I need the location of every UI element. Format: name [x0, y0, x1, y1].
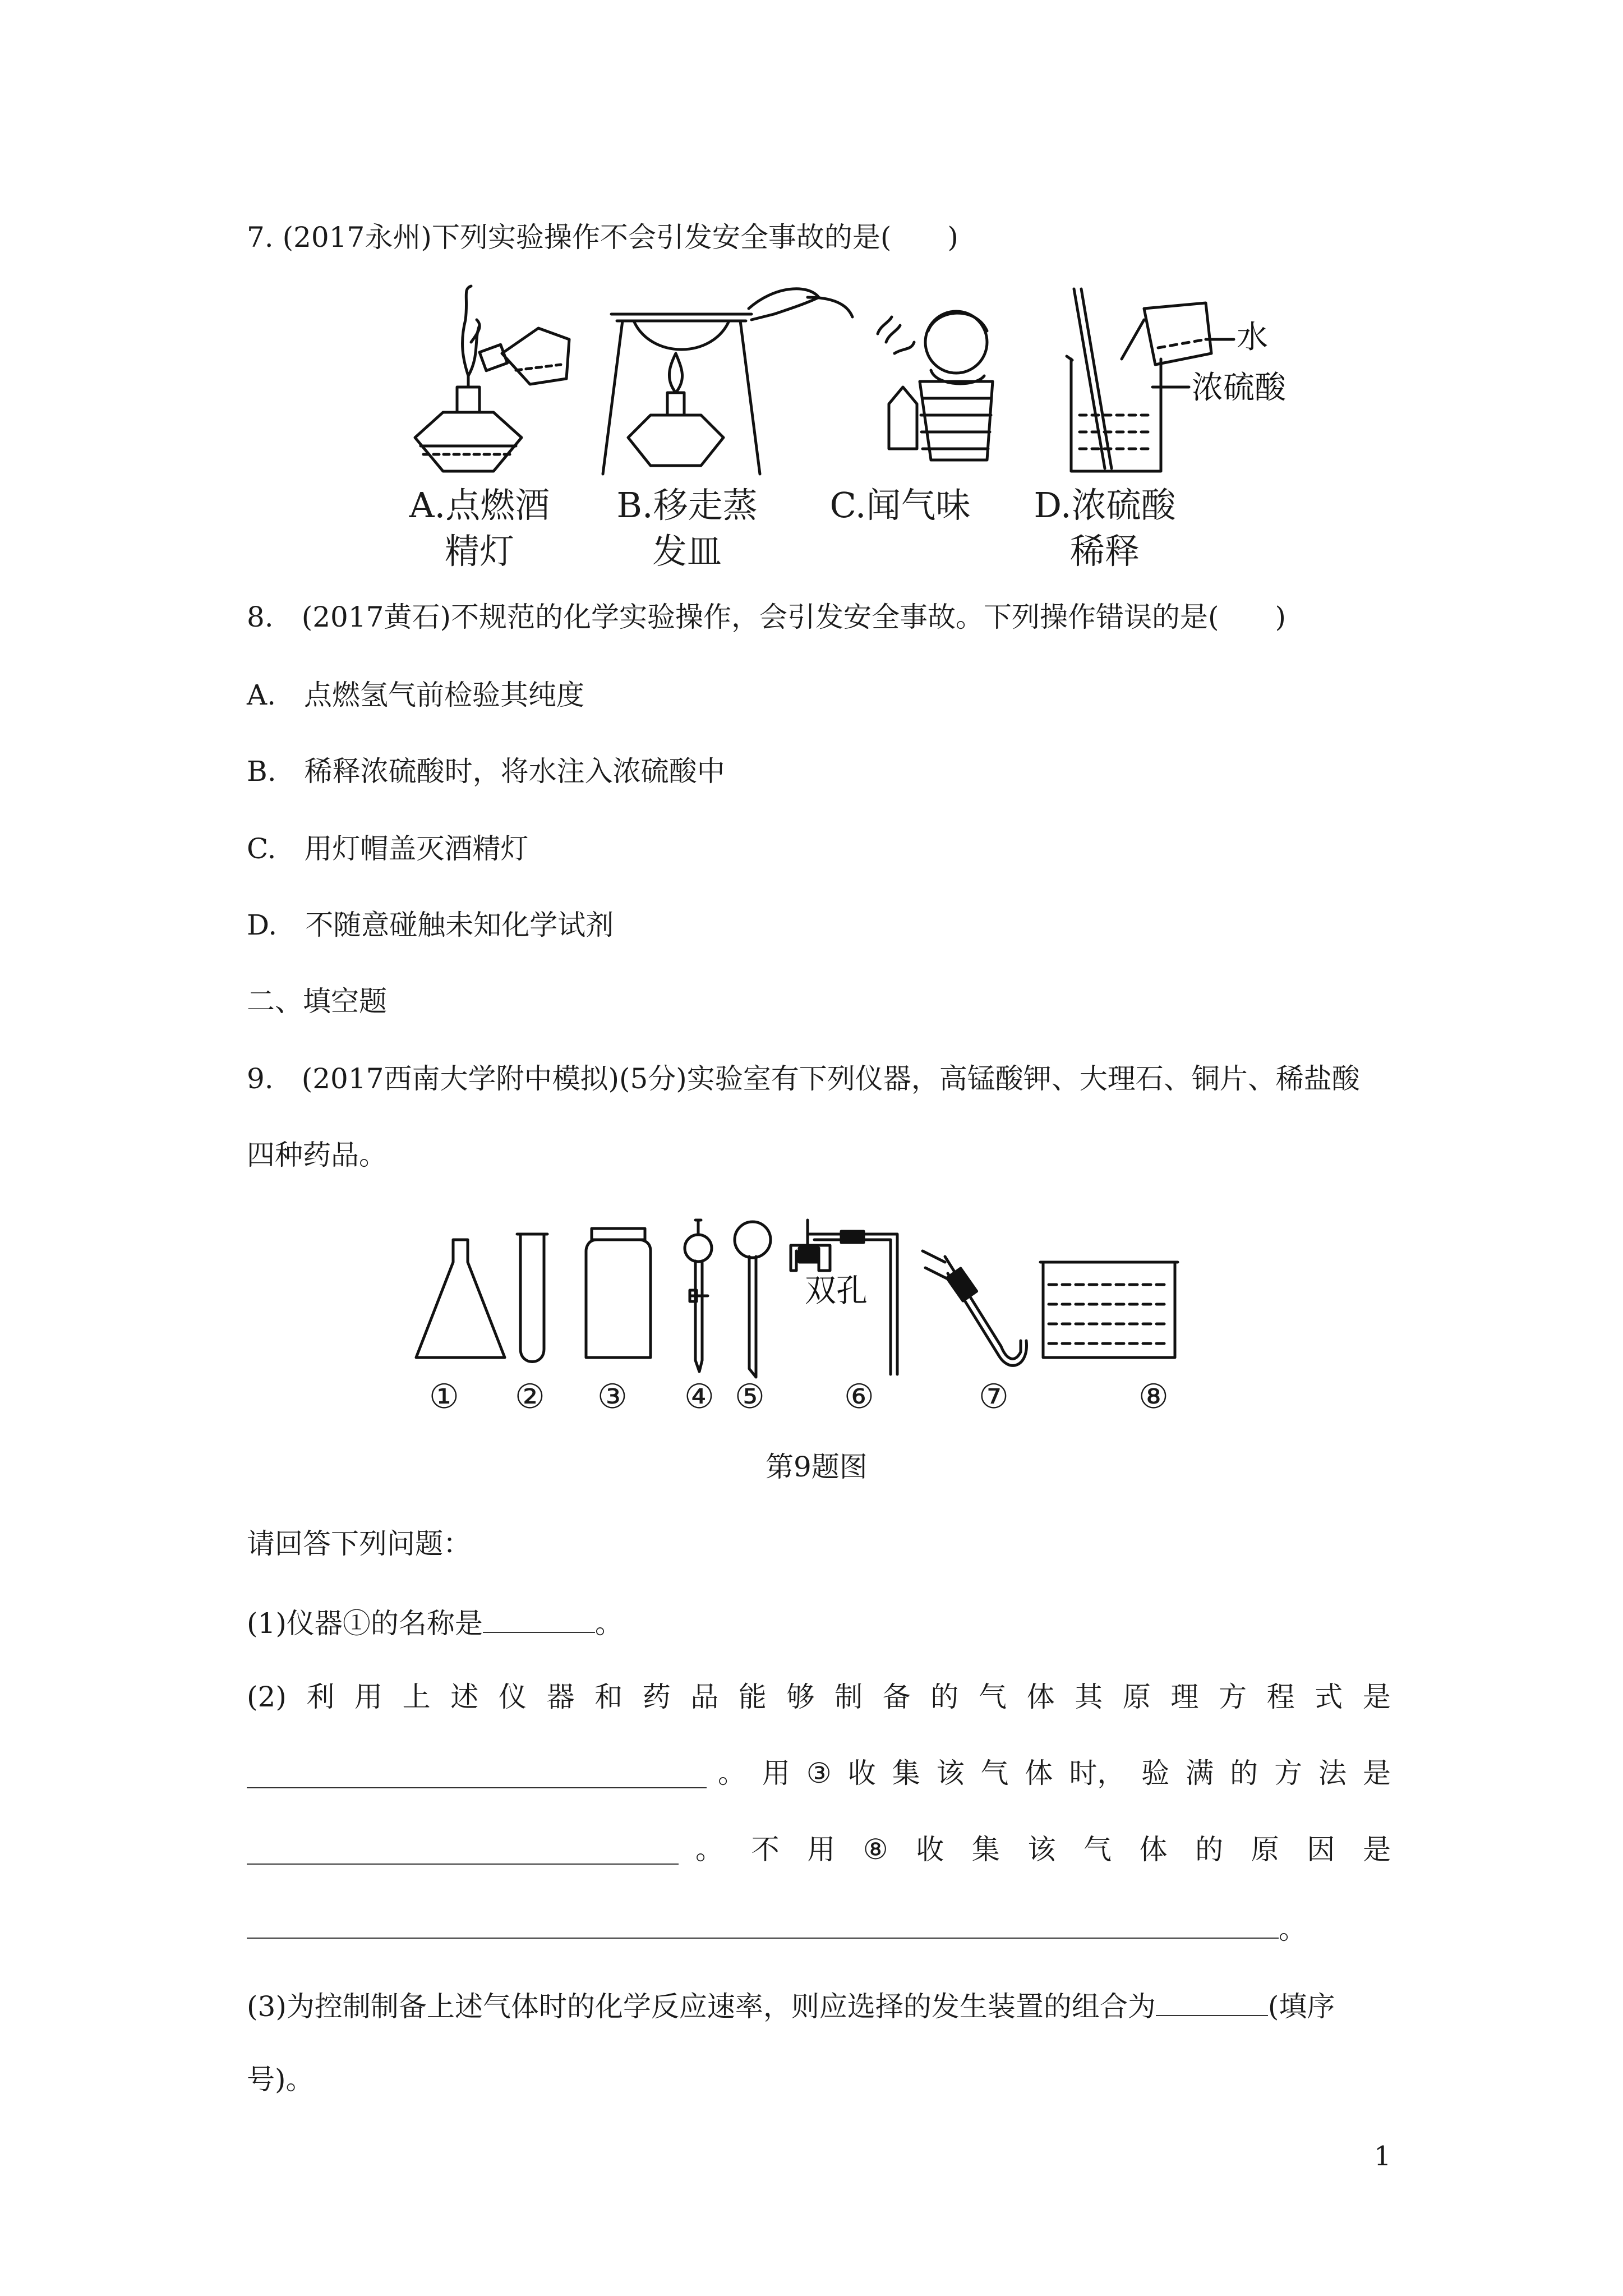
- q9-part2-line1: (2) 利 用 上 述 仪 器 和 药 品 能 够 制 备 的 气 体 其 原 理 方 程 式 是: [247, 1681, 1391, 1713]
- fig-label-6: ⑥: [844, 1377, 874, 1416]
- fig-label-3: ③: [597, 1377, 628, 1416]
- q7-option-a: A.点燃酒 精灯: [409, 485, 550, 572]
- fig-label-7: ⑦: [979, 1377, 1009, 1416]
- q9-apparatus-figure: [393, 1217, 1245, 1386]
- q7-figure: [381, 286, 1286, 499]
- q7-stem: 7. (2017永州)下列实验操作不会引发安全事故的是( ): [247, 221, 958, 254]
- q9-part2-line4: 。: [247, 1912, 1307, 1943]
- section-heading: 二、填空题: [247, 985, 387, 1018]
- page-number: 1: [1374, 2141, 1391, 2172]
- answer-blank-2[interactable]: [247, 1761, 707, 1788]
- conical-flask-icon: [416, 1240, 505, 1358]
- q9-stem-line2: 四种药品。: [247, 1139, 387, 1171]
- fig-label-4: ④: [684, 1377, 714, 1416]
- q7-option-c: C.闻气味: [829, 485, 971, 526]
- separatory-funnel-icon: [685, 1220, 712, 1372]
- q9-part1: (1)仪器①的名称是 。: [247, 1607, 623, 1640]
- label-shuangkong: 双孔: [805, 1273, 868, 1309]
- label-water: 水: [1237, 319, 1268, 356]
- tilted-alcohol-lamp-icon: [471, 320, 569, 384]
- fig-caption: 第9题图: [766, 1451, 868, 1483]
- q8-option-a: A. 点燃氢气前检验其纯度: [247, 679, 585, 711]
- q9-prompt: 请回答下列问题：: [247, 1527, 471, 1560]
- q7-option-d: D.浓硫酸 稀释: [1034, 485, 1176, 572]
- answer-blank-5[interactable]: [1156, 1989, 1268, 2016]
- q7-option-b: B.移走蒸 发皿: [616, 485, 758, 572]
- fig-label-2: ②: [515, 1377, 545, 1416]
- evaporating-dish-icon: [603, 289, 852, 474]
- rubber-tube-icon: [923, 1251, 1026, 1365]
- fig-label-1: ①: [429, 1377, 459, 1416]
- water-trough-icon: [1040, 1262, 1178, 1358]
- q9-part2-line2: 。 用 ③ 收 集 该 气 体 时， 验 满 的 方 法 是: [718, 1757, 1391, 1789]
- q8-stem: 8. (2017黄石)不规范的化学实验操作，会引发安全事故。下列操作错误的是( ): [247, 601, 1286, 633]
- gas-jar-icon: [586, 1228, 651, 1358]
- q9-part2-line3: 。 不 用 ⑧ 收 集 该 气 体 的 原 因 是: [695, 1833, 1391, 1866]
- long-neck-funnel-icon: [735, 1222, 771, 1377]
- q8-option-b: B. 稀释浓硫酸时，将水注入浓硫酸中: [247, 755, 725, 788]
- label-acid: 浓硫酸: [1192, 370, 1286, 406]
- answer-blank-4[interactable]: [247, 1912, 1279, 1939]
- fig-label-5: ⑤: [735, 1377, 765, 1416]
- test-tube-icon: [520, 1234, 544, 1362]
- q9-part3-line2: 号)。: [247, 2063, 314, 2096]
- q8-option-d: D. 不随意碰触未知化学试剂: [247, 909, 614, 941]
- q9-stem-line1: 9. (2017西南大学附中模拟)(5分)实验室有下列仪器，高锰酸钾、大理石、铜片、稀盐酸: [247, 1062, 1360, 1095]
- answer-blank-3[interactable]: [247, 1838, 679, 1865]
- q9-part3: (3)为控制制备上述气体时的化学反应速率，则应选择的发生装置的组合为 (填序: [247, 1990, 1335, 2023]
- alcohol-lamp-icon: [415, 286, 522, 471]
- q8-option-c: C. 用灯帽盖灭酒精灯: [247, 832, 529, 865]
- answer-blank-1[interactable]: [483, 1606, 595, 1633]
- fig-label-8: ⑧: [1138, 1377, 1169, 1416]
- boy-smelling-icon: [878, 311, 993, 460]
